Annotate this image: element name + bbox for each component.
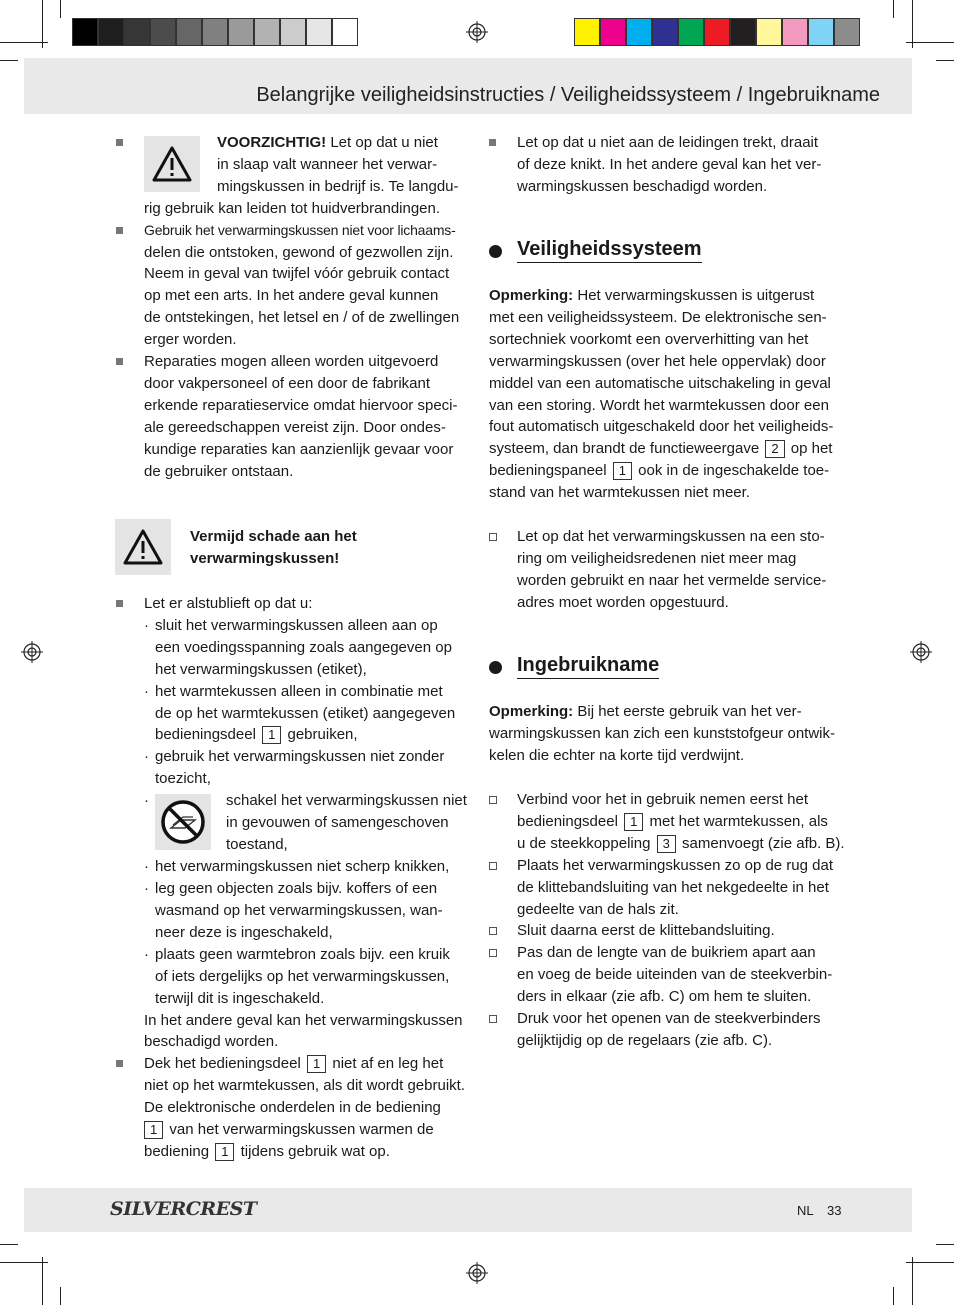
- color-swatch: [332, 18, 358, 46]
- ref-number-box: 3: [657, 835, 676, 853]
- list-item: Sluit daarna eerst de klittebandsluiting.: [517, 920, 857, 942]
- color-swatch: [98, 18, 124, 46]
- use-steps: [517, 789, 857, 1052]
- left-column-lower: [144, 593, 474, 1163]
- list-item: Verbind voor het in gebruik nemen eerst het bedieningsdeel 1 met het warmtekussen, als u de steekkoppeling 3 samenvoegt (zie afb. B).: [517, 789, 857, 855]
- color-swatch: [834, 18, 860, 46]
- color-swatch: [678, 18, 704, 46]
- list-item: Gebruik het verwarmingskussen niet voor lichaams- delen die ontstoken, gewond of gezwollen zijn. Neem in geval van twijfel vóór gebruik contact op met een arts. In het andere geval kunnen de ontstekingen, het letsel en / of de zwellingen erger worden.: [144, 220, 469, 351]
- color-swatch: [280, 18, 306, 46]
- section-heading-use: Ingebruikname: [517, 654, 659, 679]
- section-bullet-icon: [489, 661, 502, 674]
- list-item: Pas dan de lengte van de buikriem apart aan en voeg de beide uiteinden van de steekverbin- ders in elkaar (zie afb. C) om hem te sluiten.: [517, 942, 857, 1008]
- list-item: Druk voor het openen van de steekverbinders gelijktijdig op de regelaars (zie afb. C).: [517, 1008, 857, 1052]
- crop-mark: [42, 1257, 43, 1305]
- color-swatch: [574, 18, 600, 46]
- color-swatch: [782, 18, 808, 46]
- color-swatch: [704, 18, 730, 46]
- no-fold-symbol: [155, 794, 211, 850]
- ref-number-box: 1: [144, 1121, 163, 1139]
- list-item: Let op dat het verwarmingskussen na een sto- ring om veiligheidsredenen niet meer mag worden gebruikt en naar het vermelde service- adres moet worden opgestuurd.: [517, 526, 857, 614]
- language-code: NL: [797, 1203, 814, 1218]
- color-swatch: [72, 18, 98, 46]
- ref-number-box: 1: [624, 813, 643, 831]
- dash-list: [144, 615, 474, 1010]
- crop-mark: [893, 0, 894, 18]
- list-item: · schakel het verwarmingskussen niet in gevouwen of samengeschoven toestand,: [155, 790, 474, 856]
- list-item: · leg geen objecten zoals bijv. koffers of een wasmand op het verwarmingskussen, wan- neer deze is ingeschakeld,: [155, 878, 474, 944]
- ref-number-box: 1: [613, 462, 632, 480]
- crop-mark: [0, 60, 18, 61]
- color-swatch: [176, 18, 202, 46]
- crop-mark: [906, 42, 954, 43]
- warning-heading: Vermijd schade aan het verwarmingskussen!: [190, 528, 357, 567]
- color-swatch: [228, 18, 254, 46]
- crop-mark: [60, 1287, 61, 1305]
- list-item: · sluit het verwarmingskussen alleen aan op een voedingsspanning zoals aangegeven op het verwarmingskussen (etiket),: [155, 615, 474, 681]
- page-number: 33: [827, 1203, 842, 1218]
- right-column-top: [517, 132, 857, 198]
- section-heading-safety: Veiligheidssysteem: [517, 238, 702, 263]
- color-swatch-bar: [574, 18, 860, 46]
- caution-label: VOORZICHTIG!: [217, 134, 327, 151]
- warning-triangle-icon: [122, 528, 164, 566]
- page-title: Belangrijke veiligheidsinstructies / Veiligheidssysteem / Ingebruikname: [256, 84, 880, 106]
- color-swatch: [730, 18, 756, 46]
- safety-note: Opmerking: Het verwarmingskussen is uitgerust met een veiligheidssysteem. De elektronische sen- sortechniek voorkomt een oververhitting van het verwarmingskussen (over het hele oppervlak) door middel van een automatische uitschakeling in geval van een storing. Wordt het warmtekussen door een fout automatisch uitgeschakeld door het veiligheids- systeem, dan brandt de functieweergave 2 op het bedieningspaneel 1 ook in de ingeschakelde toe- stand van het warmtekussen niet meer.: [489, 287, 834, 502]
- caution-paragraph: VOORZICHTIG! Let op dat u niet in slaap valt wanneer het verwar- mingskussen in bedrijf is. Te langdu- rig gebruik kan leiden tot huidverbrandingen.: [144, 132, 469, 220]
- brand-logo: SILVERCREST: [110, 1198, 257, 1220]
- crop-mark: [60, 0, 61, 18]
- color-swatch: [600, 18, 626, 46]
- crop-mark: [936, 60, 954, 61]
- safety-list: [517, 526, 857, 614]
- list-item: · het verwarmingskussen niet scherp knikken,: [155, 856, 474, 878]
- list-item: · gebruik het verwarmingskussen niet zonder toezicht,: [155, 746, 474, 790]
- list-item: Let er alstublieft op dat u:: [144, 593, 474, 615]
- section-bullet-icon: [489, 245, 502, 258]
- crop-mark: [936, 1244, 954, 1245]
- warning-box: [115, 519, 171, 575]
- crop-mark: [0, 1244, 18, 1245]
- ref-number-box: 1: [262, 726, 281, 744]
- grayscale-swatch-bar: [72, 18, 358, 46]
- crop-mark: [912, 0, 913, 48]
- no-folding-icon: [159, 798, 207, 846]
- ref-number-box: 2: [765, 440, 784, 458]
- left-column: [144, 132, 469, 483]
- list-item: Dek het bedieningsdeel 1 niet af en leg het niet op het warmtekussen, als dit wordt gebruikt. De elektronische onderdelen in de bediening 1 van het verwarmingskussen warmen de bediening 1 tijdens gebruik wat op.: [144, 1053, 474, 1163]
- footer-band: [24, 1188, 912, 1232]
- list-item: Reparaties mogen alleen worden uitgevoerd door vakpersoneel of een door de fabrikant erkende reparatieservice omdat hiervoor speci- ale gereedschappen vereist zijn. Door ondes- kundige reparaties kan aanzienlijk gevaar voor de gebruiker ontstaan.: [144, 351, 469, 482]
- list-item: Let op dat u niet aan de leidingen trekt, draait of deze knikt. In het andere geval kan het ver- warmingskussen beschadigd worden.: [517, 132, 857, 198]
- safety-section: [489, 285, 849, 504]
- color-swatch: [124, 18, 150, 46]
- list-item: · plaats geen warmtebron zoals bijv. een kruik of iets dergelijks op het verwarmingskussen, terwijl dit is ingeschakeld.: [155, 944, 474, 1010]
- color-swatch: [652, 18, 678, 46]
- color-swatch: [254, 18, 280, 46]
- use-note: Opmerking: Bij het eerste gebruik van het ver- warmingskussen kan zich een kunststofgeur ontwik- kelen die echter na korte tijd verdwijnt.: [489, 703, 835, 764]
- crop-mark: [0, 42, 48, 43]
- color-swatch: [756, 18, 782, 46]
- crop-mark: [906, 1262, 954, 1263]
- color-swatch: [202, 18, 228, 46]
- color-swatch: [150, 18, 176, 46]
- registration-mark-icon: [910, 641, 932, 663]
- crop-mark: [912, 1257, 913, 1305]
- ref-number-box: 1: [307, 1055, 326, 1073]
- color-swatch: [306, 18, 332, 46]
- color-swatch: [808, 18, 834, 46]
- list-item: Plaats het verwarmingskussen zo op de rug dat de klittebandsluiting van het nekgedeelte in het gedeelte van de hals zit.: [517, 855, 857, 921]
- note-label: Opmerking:: [489, 287, 574, 304]
- ref-number-box: 1: [215, 1143, 234, 1161]
- registration-mark-icon: [466, 1262, 488, 1284]
- crop-mark: [0, 1262, 48, 1263]
- crop-mark: [893, 1287, 894, 1305]
- crop-mark: [42, 0, 43, 48]
- color-swatch: [626, 18, 652, 46]
- registration-mark-icon: [466, 21, 488, 43]
- list-item: · het warmtekussen alleen in combinatie met de op het warmtekussen (etiket) aangegeven bedieningsdeel 1 gebruiken,: [155, 681, 474, 747]
- registration-mark-icon: [21, 641, 43, 663]
- consequence-text: In het andere geval kan het verwarmingskussen beschadigd worden.: [144, 1011, 463, 1051]
- note-label: Opmerking:: [489, 703, 574, 720]
